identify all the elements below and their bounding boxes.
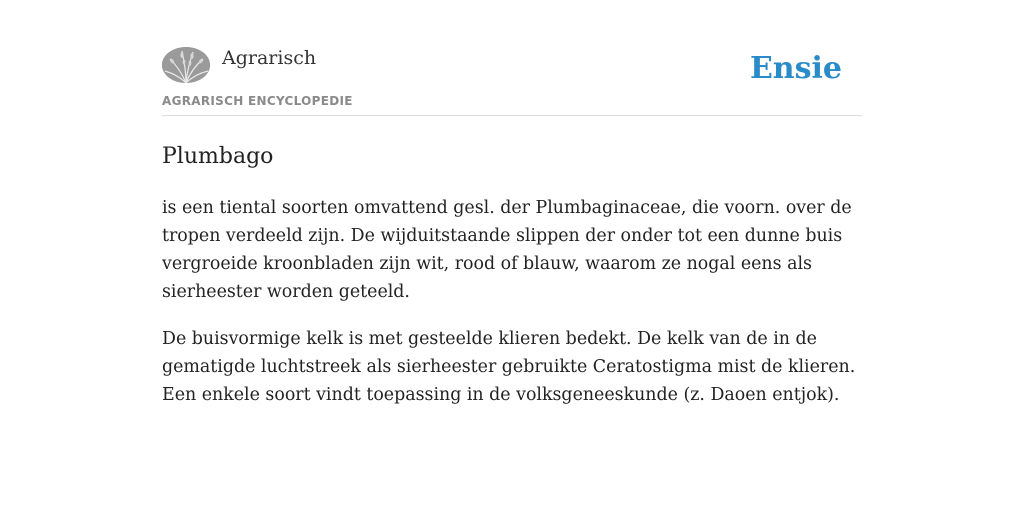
header [162,0,862,116]
wheat-icon[interactable] [162,47,210,83]
source-subtitle: AGRARISCH ENCYCLOPEDIE [162,94,353,108]
source-title[interactable]: Agrarisch [222,47,317,69]
article-paragraph: is een tiental soorten omvattend gesl. der Plumbaginaceae, die voorn. over de tropen verdeeld zijn. De wijduitstaande slippen der onder tot een dunne buis vergroeide kroonbladen zijn wit, rood of blauw, waarom ze nogal eens als sierheester worden geteeld. [162,198,852,302]
brand-logo-link[interactable]: Ensie [749,51,842,86]
article-title: Plumbago [162,144,274,169]
content [162,0,862,409]
article-paragraph: De buisvormige kelk is met gesteelde klieren bedekt. De kelk van de in de gematigde luchtstreek als sierheester gebruikte Ceratostigma mist de klieren. Een enkele soort vindt toepassing in de volksgeneeskunde (z. Daoen entjok). [162,329,856,405]
